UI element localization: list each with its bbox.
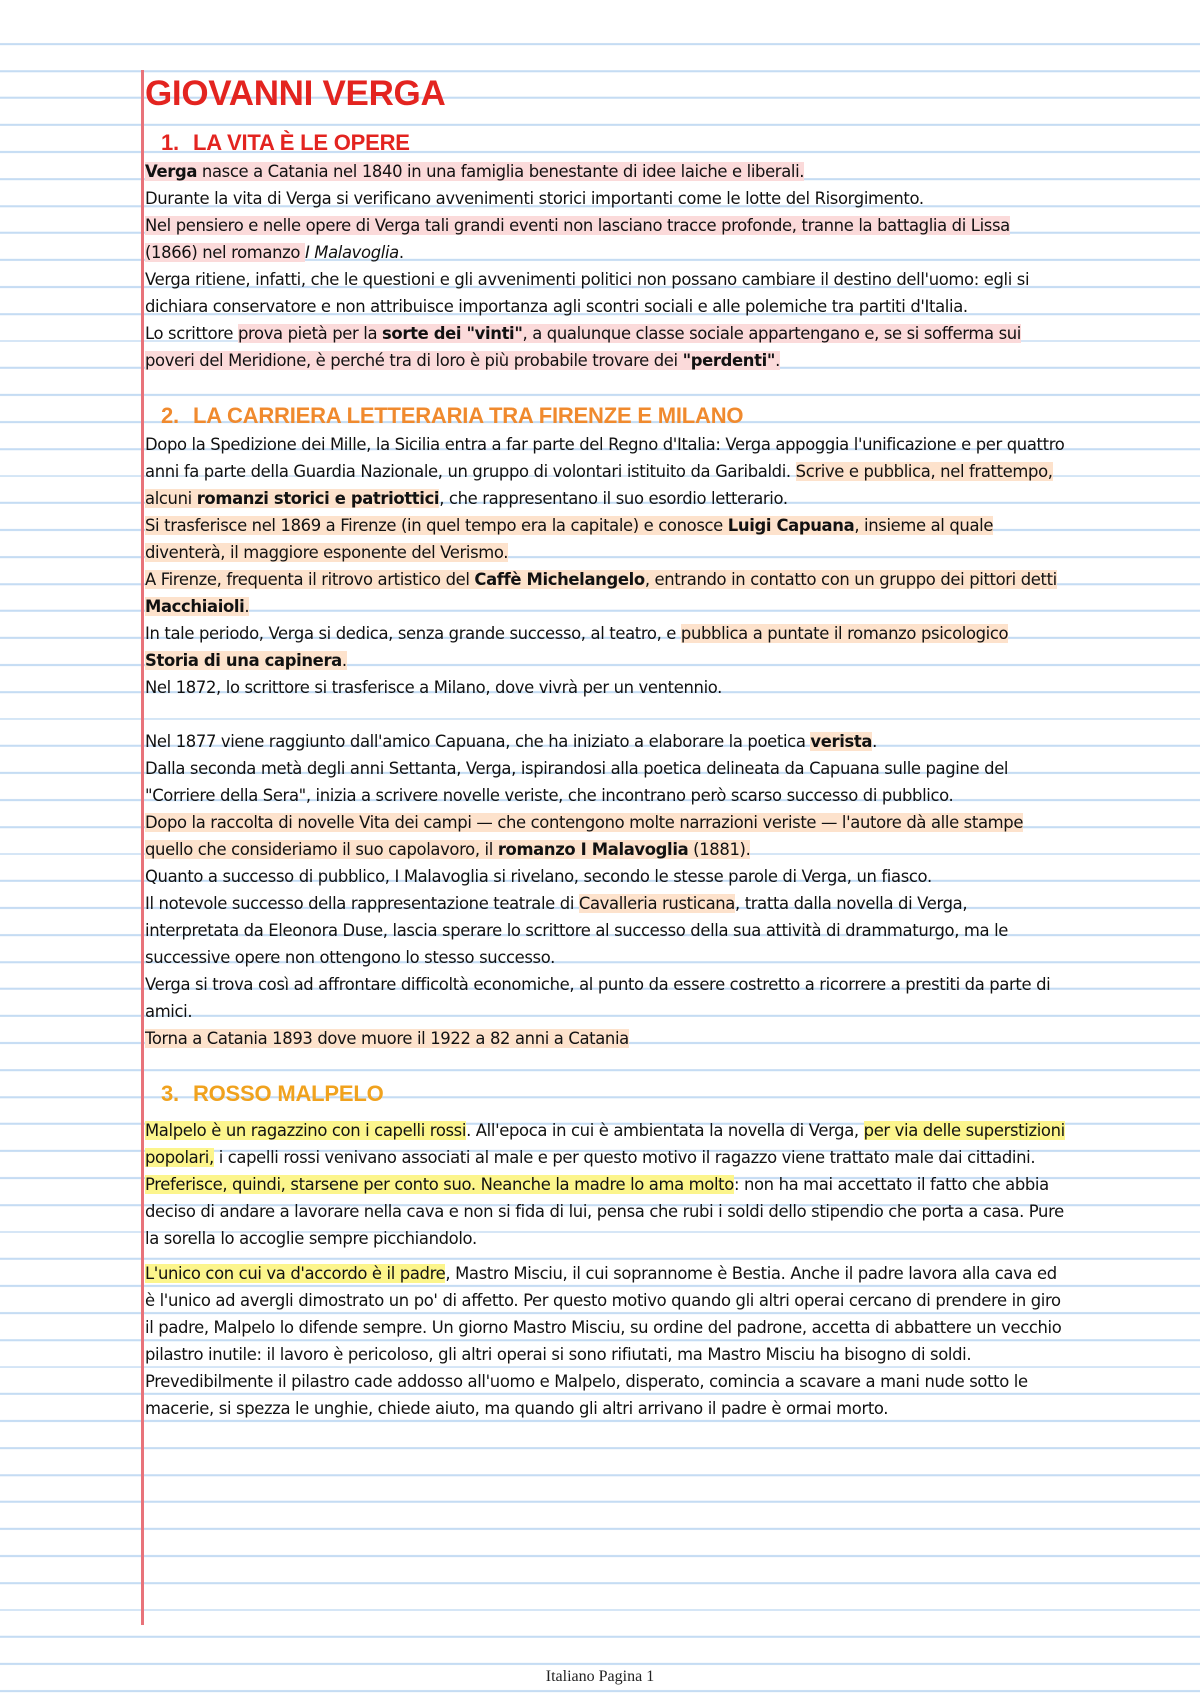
section-heading-1 (145, 128, 1065, 158)
paragraph (145, 728, 1065, 755)
bold-text: Macchiaioli (145, 597, 245, 616)
bold-text: romanzo I Malavoglia (497, 840, 689, 859)
paragraph: Verga ritiene, infatti, che le questioni e gli avvenimenti politici non possano cambiare il destino dell'uomo: egli si dichiara conservatore e non attribuisce importanza agli scontri sociali e alle polemiche tra partiti d'Italia. (145, 270, 1030, 316)
highlight-run: Torna a Catania 1893 dove muore il 1922 a 82 anni a Catania (145, 1029, 629, 1048)
highlight-run: Cavalleria rusticana (578, 894, 735, 913)
paragraph: Quanto a successo di pubblico, I Malavoglia si rivelano, secondo le stesse parole di Verga, un fiasco. (145, 867, 932, 886)
bold-text: Storia di una capinera (145, 651, 342, 670)
paragraph: Durante la vita di Verga si verificano avvenimenti storici importanti come le lotte del Risorgimento. (145, 189, 924, 208)
highlight-run: , insieme al quale diventerà, il maggiore esponente del Verismo. (145, 516, 994, 562)
highlight-run: Dopo la raccolta di novelle Vita dei campi — che contengono molte narrazioni veriste — l'autore dà alle stampe quello che consideriamo il suo capolavoro, il (145, 813, 1024, 859)
highlight-run: per via delle superstizioni popolari, (145, 1121, 1065, 1167)
highlight-run: Scrive e pubblica, nel frattempo, alcuni (145, 462, 1053, 508)
highlight-run: (1881). (688, 840, 751, 859)
paragraph: Dalla seconda metà degli anni Settanta, Verga, ispirandosi alla poetica delineata da Capuana sulle pagine del "Corriere della Sera", inizia a scrivere novelle veriste, che incontrano però scarso successo di pubblico. (145, 759, 1009, 805)
highlight-run: Malpelo è un ragazzino con i capelli rossi (145, 1121, 467, 1140)
text-run: . All'epoca in cui è ambientata la novella di Verga, (466, 1121, 864, 1140)
bold-text: verista (810, 732, 873, 751)
text-run: Dopo la Spedizione dei Mille, la Sicilia entra a far parte del Regno d'Italia: Verga appoggia l'unificazione e per quattro anni fa parte della Guardia Nazionale, un gruppo di volontari istituito da Garibaldi. (145, 435, 1065, 481)
paragraph (145, 809, 1065, 863)
section-number: 3. (161, 1081, 179, 1106)
paragraph (145, 890, 1065, 971)
paragraph (145, 512, 1065, 566)
text-run: , Mastro Misciu, il cui soprannome è Bestia. Anche il padre lavora alla cava ed è l'unico ad avergli dimostrato un po' di affetto. Per questo motivo quando gli altri operai cercano di prendere in giro il padre, Malpelo lo difende sempre. Un giorno Mastro Misciu, su ordine del padrone, accetta di abbattere un vecchio pilastro inutile: il lavoro è pericoloso, gli altri operai si sono rifiutati, ma Mastro Misciu ha bisogno di soldi. Prevedibilmente il pilastro cade addosso all'uomo e Malpelo, disperato, comincia a scavare a mani nude sotto le macerie, si spezza le unghie, chiede aiuto, ma quando gli altri arrivano il padre è ormai morto. (145, 1264, 1062, 1418)
text-run: Il notevole successo della rappresentazione teatrale di (145, 894, 579, 913)
highlight-run: . (775, 351, 780, 370)
highlight-run: , a qualunque classe sociale appartengano e, se si sofferma sui poveri del Meridione, è perché tra di loro è più probabile trovare dei (145, 324, 1022, 370)
bold-text: Caffè Michelangelo (474, 570, 645, 589)
italic-text: I Malavoglia (304, 243, 399, 262)
section-number: 1. (161, 130, 179, 155)
document-title: GIOVANNI VERGA (145, 74, 446, 113)
paragraph: Verga si trova così ad affrontare difficoltà economiche, al punto da essere costretto a ricorrere a prestiti da parte di amici. (145, 975, 1051, 1021)
text-run: . (398, 243, 404, 262)
highlight-run: . (341, 651, 347, 670)
text-run: , che rappresentano il suo esordio letterario. (439, 489, 788, 508)
highlight-run: . (244, 597, 250, 616)
highlight-run: A Firenze, frequenta il ritrovo artistico del (145, 570, 475, 589)
section-title: ROSSO MALPELO (192, 1081, 384, 1106)
paragraph (145, 1117, 1065, 1252)
highlight-run: L'unico con cui va d'accordo è il padre (145, 1264, 446, 1283)
bold-text: "perdenti" (682, 351, 776, 370)
bold-text: romanzi storici e patriottici (196, 489, 440, 508)
section-heading-3 (145, 1079, 1065, 1109)
page-footer: Italiano Pagina 1 (545, 1668, 655, 1685)
bold-text: Luigi Capuana (727, 516, 855, 535)
paragraph (145, 158, 1065, 185)
paragraph (145, 320, 1065, 374)
paragraph (145, 1260, 1065, 1422)
text-run: : non ha mai accettato il fatto che abbia deciso di andare a lavorare nella cava e non si fida di lui, pensa che rubi i soldi dello stipendio che porta a casa. Pure la sorella lo accoglie sempre picchiandolo. (145, 1175, 1064, 1248)
paragraph (145, 620, 1065, 674)
text-run: i capelli rossi venivano associati al male e per questo motivo il ragazzo viene trattato male dai cittadini. (213, 1148, 1036, 1167)
paragraph: Nel 1872, lo scrittore si trasferisce a Milano, dove vivrà per un ventennio. (145, 678, 723, 697)
section-heading-2 (145, 401, 1065, 431)
paragraph (145, 431, 1065, 512)
highlight-run: , entrando in contatto con un gruppo dei pittori detti (644, 570, 1057, 589)
paragraph (145, 566, 1065, 620)
highlight-run: prova pietà per la (237, 324, 383, 343)
margin-line (141, 70, 144, 1625)
highlight-run: Preferisce, quindi, starsene per conto suo. Neanche la madre lo ama molto (145, 1175, 734, 1194)
bold-text: Verga (145, 162, 198, 181)
section-title: LA VITA È LE OPERE (192, 130, 410, 155)
highlight-run: pubblica a puntate il romanzo psicologico (680, 624, 1009, 643)
paragraph (145, 212, 1065, 266)
paragraph (145, 1025, 1065, 1052)
highlight-run: Si trasferisce nel 1869 a Firenze (in quel tempo era la capitale) e conosce (145, 516, 728, 535)
document-page (145, 72, 1065, 1422)
bold-text: sorte dei "vinti" (382, 324, 523, 343)
text-run: Lo scrittore (145, 324, 238, 343)
section-title: LA CARRIERA LETTERARIA TRA FIRENZE E MILANO (192, 403, 744, 428)
text-run: Nel 1877 viene raggiunto dall'amico Capuana, che ha iniziato a elaborare la poetica (145, 732, 811, 751)
text-run: . (872, 732, 877, 751)
text-run: , tratta dalla novella di Verga, interpretata da Eleonora Duse, lascia sperare lo scrittore al successo della sua attività di drammaturgo, ma le successive opere non ottengono lo stesso successo. (145, 894, 1009, 967)
highlight-run: Nel pensiero e nelle opere di Verga tali grandi eventi non lasciano tracce profonde, tranne la battaglia di Lissa (1866) nel romanzo (145, 216, 1010, 262)
section-number: 2. (161, 403, 179, 428)
text-run: nasce a Catania nel 1840 in una famiglia benestante di idee laiche e liberali. (197, 162, 805, 181)
text-run: In tale periodo, Verga si dedica, senza grande successo, al teatro, e (145, 624, 681, 643)
